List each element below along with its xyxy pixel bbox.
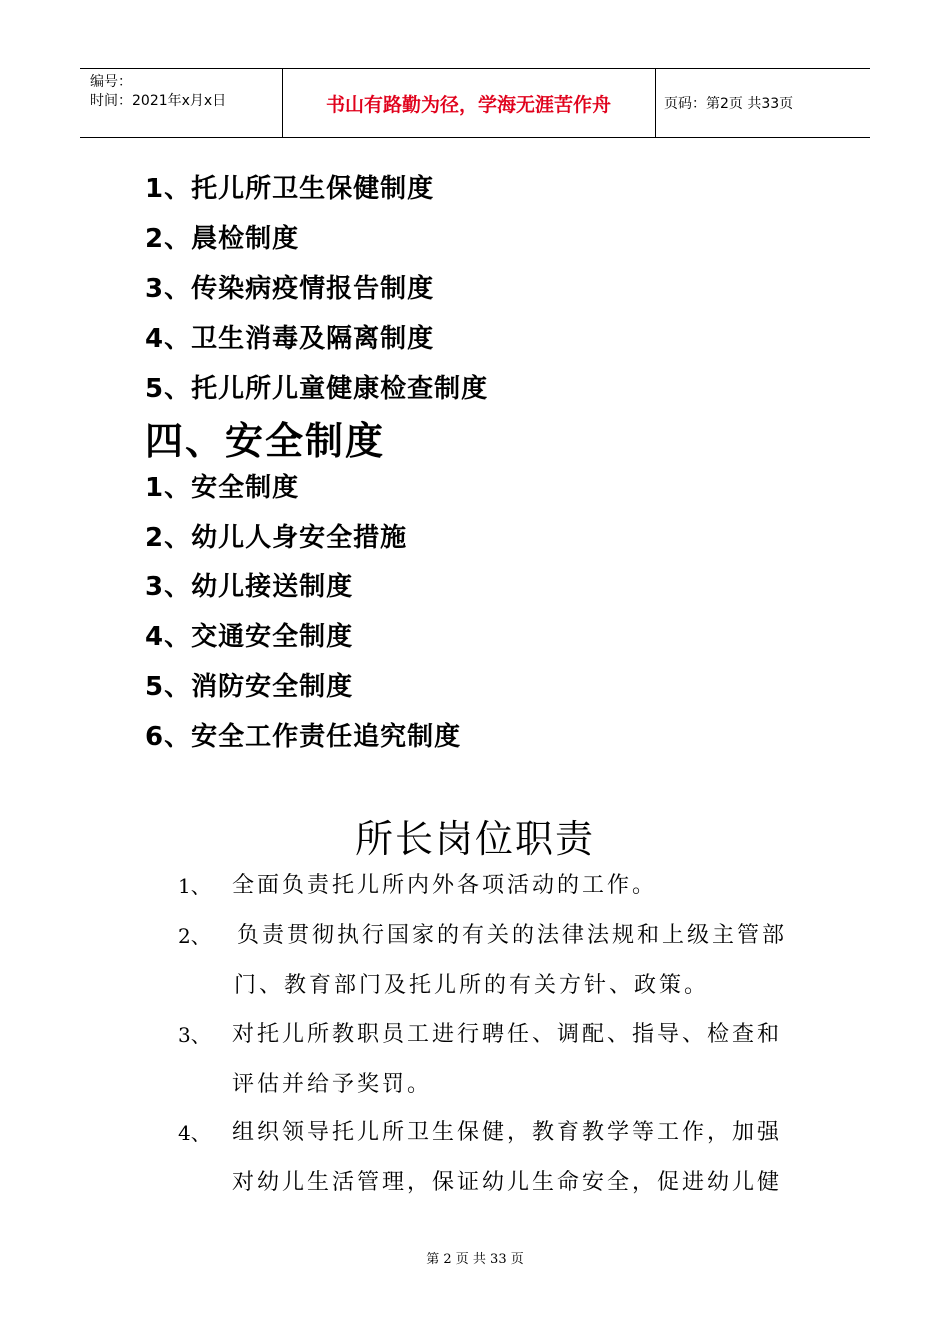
- safety-item: 6、安全工作责任追究制度: [145, 722, 462, 752]
- duty-number: 2、: [178, 924, 211, 948]
- header-divider: [655, 69, 656, 137]
- duty-text-continued: 对幼儿生活管理，保证幼儿生命安全，促进幼儿健: [232, 1170, 783, 1195]
- safety-item: 5、消防安全制度: [145, 672, 354, 702]
- duty-text: 全面负责托儿所内外各项活动的工作。: [232, 873, 658, 898]
- duty-text-continued: 评估并给予奖罚。: [232, 1072, 433, 1097]
- health-item: 5、托儿所儿童健康检查制度: [145, 374, 489, 404]
- health-item: 3、传染病疫情报告制度: [145, 274, 435, 304]
- header-meta: [90, 73, 226, 111]
- safety-item: 4、交通安全制度: [145, 622, 354, 652]
- safety-item: 1、安全制度: [145, 473, 300, 503]
- document-header: [80, 68, 870, 138]
- duty-text: 负责贯彻执行国家的有关的法律法规和上级主管部: [237, 923, 788, 948]
- duty-number: 3、: [178, 1023, 211, 1047]
- page-footer: 第 2 页 共 33 页: [426, 1252, 524, 1267]
- health-item: 4、卫生消毒及隔离制度: [145, 324, 435, 354]
- header-date-label: 时间：2021年x月x日: [90, 93, 227, 109]
- duty-number: 4、: [178, 1121, 211, 1145]
- health-item: 2、晨检制度: [145, 224, 300, 254]
- header-page-info: 页码：第2页 共33页: [664, 96, 794, 112]
- header-motto: 书山有路勤为径，学海无涯苦作舟: [325, 93, 611, 116]
- duty-number: 1、: [178, 874, 211, 898]
- section-heading: 四、安全制度: [145, 419, 386, 463]
- duty-text: 对托儿所教职员工进行聘任、调配、指导、检查和: [232, 1022, 783, 1047]
- header-number-label: 编号：: [90, 74, 132, 90]
- duties-title: 所长岗位职责: [354, 817, 595, 861]
- safety-item: 2、幼儿人身安全措施: [145, 523, 408, 553]
- duty-text: 组织领导托儿所卫生保健，教育教学等工作，加强: [232, 1120, 783, 1145]
- duty-text-continued: 门、教育部门及托儿所的有关方针、政策。: [234, 973, 710, 998]
- safety-item: 3、幼儿接送制度: [145, 572, 354, 602]
- health-item: 1、托儿所卫生保健制度: [145, 174, 435, 204]
